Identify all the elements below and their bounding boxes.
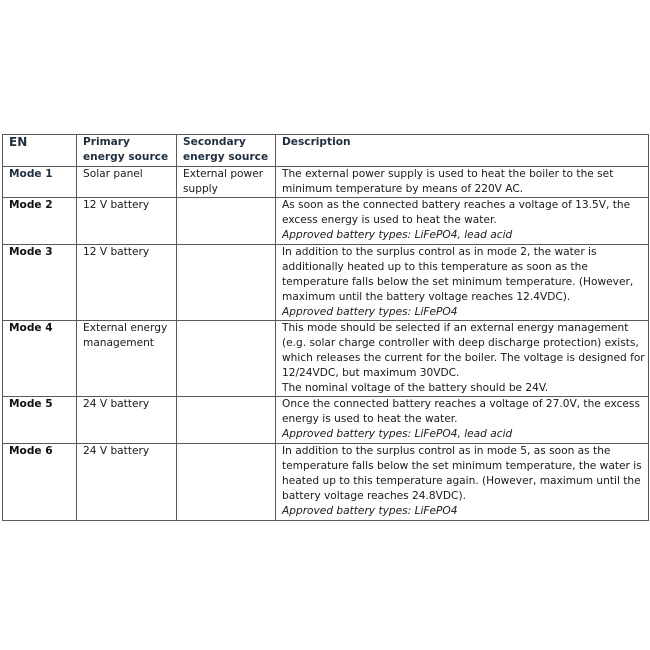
nominal-voltage-note: The nominal voltage of the battery should be 24V. xyxy=(282,381,549,394)
table-row xyxy=(3,167,649,198)
mode-label: Mode 3 xyxy=(3,245,77,321)
mode-label: Mode 1 xyxy=(3,167,77,198)
table-row xyxy=(3,321,649,397)
secondary-source-cell: External power supply xyxy=(177,167,276,198)
table-row xyxy=(3,245,649,321)
description-text: As soon as the connected battery reaches a voltage of 13.5V, the excess energy is used to heat the water. xyxy=(282,199,631,226)
description-text: This mode should be selected if an external energy management (e.g. solar charge controller with deep discharge protection) exists, which releases the current for the boiler. The voltage is designed for 12/24VDC, but maximum 30VDC. xyxy=(282,322,645,379)
description-cell xyxy=(276,198,649,245)
description-cell xyxy=(276,397,649,444)
primary-source-cell: 24 V battery xyxy=(77,444,177,521)
table-row xyxy=(3,198,649,245)
mode-label: Mode 5 xyxy=(3,397,77,444)
approved-battery-types: Approved battery types: LiFePO4 xyxy=(282,305,458,318)
secondary-source-cell xyxy=(177,321,276,397)
primary-source-cell: 12 V battery xyxy=(77,245,177,321)
description-text: In addition to the surplus control as in mode 5, as soon as the temperature falls below the set minimum temperature, the water is heated up to this temperature again. (However, maximum until the battery voltage reaches 24.8VDC). xyxy=(282,445,642,502)
secondary-source-header: Secondary energy source xyxy=(177,135,276,167)
description-header: Description xyxy=(276,135,649,167)
description-text: In addition to the surplus control as in mode 2, the water is additionally heated up to this temperature as soon as the temperature falls below the set minimum temperature. (However, maximum until the battery voltage reaches 12.4VDC). xyxy=(282,246,634,303)
primary-source-cell: Solar panel xyxy=(77,167,177,198)
description-cell xyxy=(276,321,649,397)
primary-source-cell: External energy management xyxy=(77,321,177,397)
operating-modes-table xyxy=(2,134,649,521)
description-cell xyxy=(276,245,649,321)
mode-label: Mode 2 xyxy=(3,198,77,245)
table-row xyxy=(3,397,649,444)
secondary-source-cell xyxy=(177,245,276,321)
table-header-row xyxy=(3,135,649,167)
table-row xyxy=(3,444,649,521)
description-cell xyxy=(276,167,649,198)
secondary-source-cell xyxy=(177,444,276,521)
approved-battery-types: Approved battery types: LiFePO4, lead acid xyxy=(282,228,513,241)
primary-source-cell: 24 V battery xyxy=(77,397,177,444)
secondary-source-cell xyxy=(177,198,276,245)
primary-source-cell: 12 V battery xyxy=(77,198,177,245)
secondary-source-cell xyxy=(177,397,276,444)
description-cell xyxy=(276,444,649,521)
language-header: EN xyxy=(3,135,77,167)
description-text: Once the connected battery reaches a voltage of 27.0V, the excess energy is used to heat the water. xyxy=(282,398,640,425)
description-text: The external power supply is used to heat the boiler to the set minimum temperature by means of 220V AC. xyxy=(282,168,614,195)
primary-source-header: Primary energy source xyxy=(77,135,177,167)
mode-label: Mode 6 xyxy=(3,444,77,521)
mode-label: Mode 4 xyxy=(3,321,77,397)
approved-battery-types: Approved battery types: LiFePO4 xyxy=(282,504,458,517)
approved-battery-types: Approved battery types: LiFePO4, lead acid xyxy=(282,427,513,440)
